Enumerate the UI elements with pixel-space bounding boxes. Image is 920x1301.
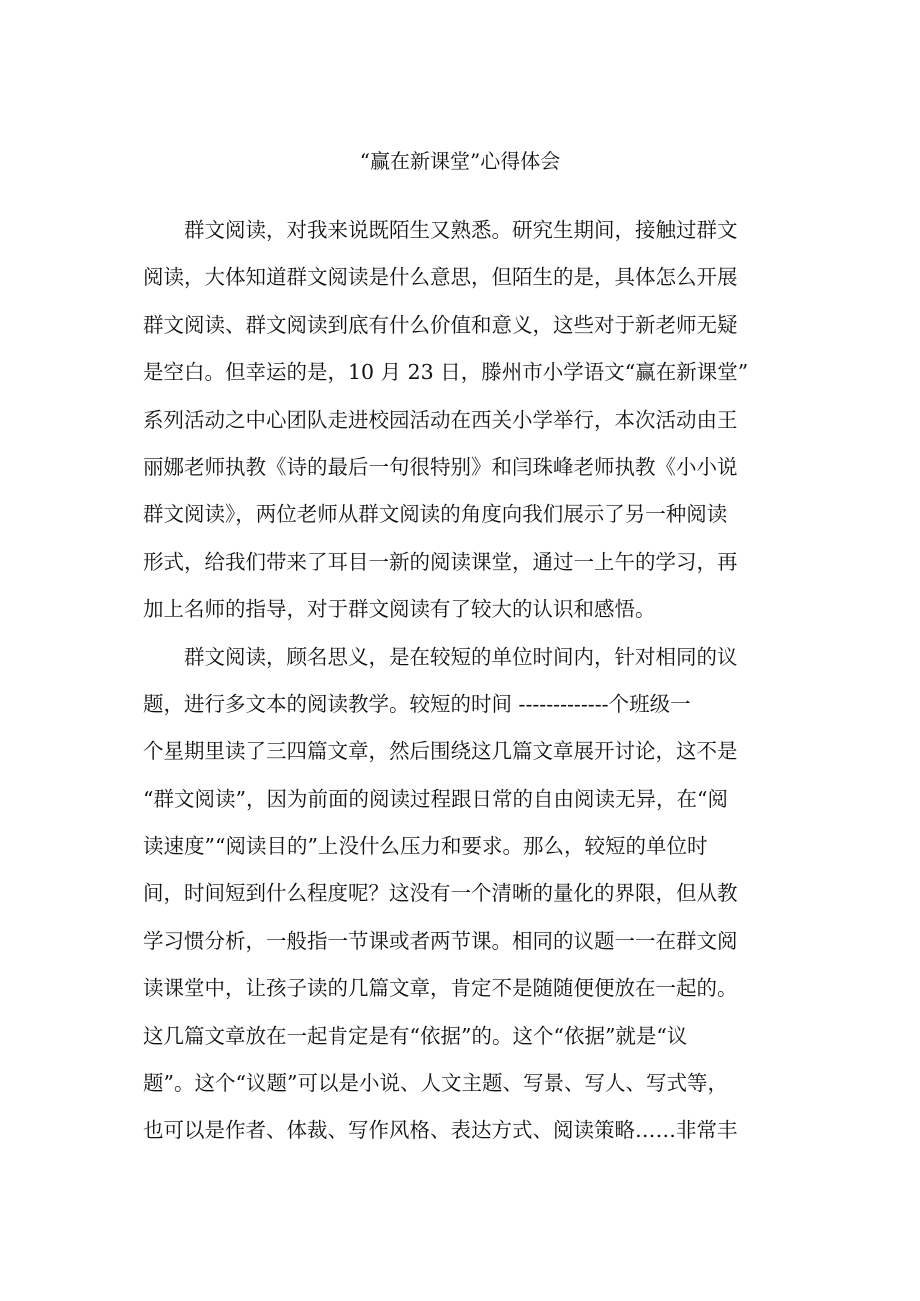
- paragraph-1-line: 群文阅读》，两位老师从群文阅读的角度向我们展示了另一种阅读: [143, 502, 728, 527]
- paragraph-1-line: 加上名师的指导，对于群文阅读有了较大的认识和感悟。: [143, 597, 656, 622]
- paragraph-1-line: 群文阅读，对我来说既陌生又熟悉。研究生期间，接触过群文: [184, 218, 738, 242]
- paragraph-1-line: 丽娜老师执教《诗的最后一句很特别》和闫珠峰老师执教《小小说: [143, 454, 738, 479]
- paragraph-2-line: 群文阅读，顾名思义，是在较短的单位时间内，针对相同的议: [184, 644, 738, 669]
- paragraph-2-line: 个星期里读了三四篇文章，然后围绕这几篇文章展开讨论，这不是: [143, 739, 738, 764]
- paragraph-1-line: 阅读，大体知道群文阅读是什么意思，但陌生的是，具体怎么开展: [143, 265, 738, 290]
- paragraph-1-line: 系列活动之中心团队走进校园活动在西关小学举行，本次活动由王: [143, 407, 738, 432]
- paragraph-2-line: 也可以是作者、体裁、写作风格、表达方式、阅读策略……非常丰: [143, 1118, 738, 1143]
- paragraph-2-line: 学习惯分析，一般指一节课或者两节课。相同的议题一一在群文阅: [143, 928, 738, 953]
- paragraph-2-line: 题”。这个“议题”可以是小说、人文主题、写景、写人、写式等，: [143, 1071, 728, 1096]
- paragraph-1-line: 是空白。但幸运的是，10 月 23 日，滕州市小学语文“赢在新课堂”: [143, 360, 749, 385]
- paragraph-2-line: 题，进行多文本的阅读教学。较短的时间 -------------个班级一: [143, 691, 691, 716]
- paragraph-1-line: 群文阅读、群文阅读到底有什么价值和意义，这些对于新老师无疑: [143, 312, 738, 337]
- paragraph-2-line: 间，时间短到什么程度呢？这没有一个清晰的量化的界限，但从教: [143, 881, 738, 906]
- document-body: [143, 207, 749, 1155]
- paragraph-2-line: 读速度”“阅读目的”上没什么压力和要求。那么，较短的单位时: [143, 834, 708, 859]
- paragraph-2-line: 这几篇文章放在一起肯定是有“依据”的。这个“依据”就是“议: [143, 1023, 688, 1048]
- paragraph-2-line: “群文阅读”，因为前面的阅读过程跟日常的自由阅读无异，在“阅: [143, 786, 728, 811]
- paragraph-2-line: 读课堂中，让孩子读的几篇文章，肯定不是随随便便放在一起的。: [143, 976, 738, 1001]
- paragraph-1-line: 形式，给我们带来了耳目一新的阅读课堂，通过一上午的学习，再: [143, 549, 738, 574]
- document-title: “赢在新课堂”心得体会: [359, 149, 561, 173]
